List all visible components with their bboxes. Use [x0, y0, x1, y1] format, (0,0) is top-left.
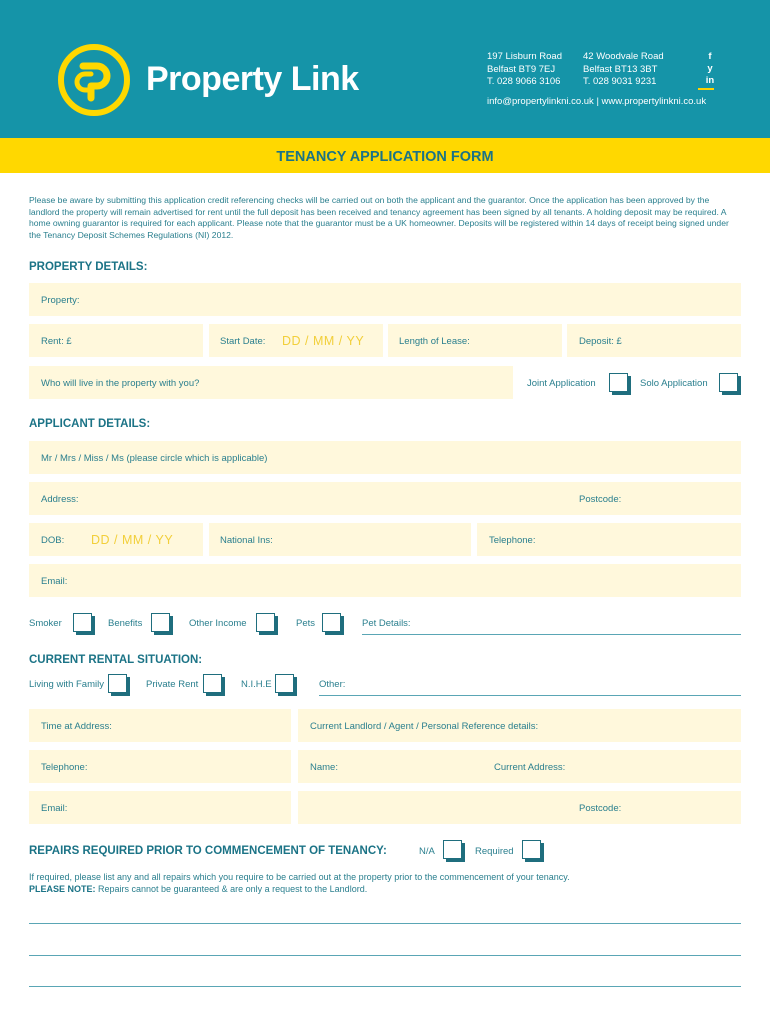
rental-telephone-label: Telephone: — [41, 762, 88, 773]
joint-application-checkbox[interactable] — [609, 373, 628, 392]
intro-paragraph: Please be aware by submitting this application credit referencing checks will be carried out on both the applicant and the guarantor. Once the application has been approved by the landlord the property will remain advertised for rent until the full deposit has been received and tenancy agreement has been signed by all tenants. A holding deposit may be required. A home owning guarantor is required for each applicant. Please note that the guarantor must be a UK homeowner. Deposits will be registered within 14 days of receipt being signed under the Tenancy Deposit Schemes Regulations (NI) 2012. — [29, 195, 729, 240]
form-title: TENANCY APPLICATION FORM — [276, 149, 494, 165]
smoker-checkbox[interactable] — [73, 613, 92, 632]
benefits-checkbox[interactable] — [151, 613, 170, 632]
email-label: Email: — [41, 576, 68, 587]
address-label: Address: — [41, 494, 79, 505]
please-note-label: PLEASE NOTE: — [29, 883, 96, 894]
repairs-line-3[interactable] — [29, 986, 741, 987]
social-underline — [698, 88, 714, 90]
start-date-placeholder: DD / MM / YY — [282, 334, 365, 348]
repairs-na-label: N/A — [419, 846, 435, 857]
rental-email-field[interactable] — [29, 791, 291, 824]
lease-length-label: Length of Lease: — [399, 336, 470, 347]
dob-placeholder: DD / MM / YY — [91, 533, 174, 547]
other-line[interactable] — [319, 695, 741, 696]
nihe-label: N.I.H.E — [241, 679, 272, 690]
joint-application-label: Joint Application — [527, 378, 596, 389]
repairs-required-label: Required — [475, 846, 514, 857]
property-link-logo-icon — [55, 44, 133, 116]
national-insurance-label: National Ins: — [220, 535, 273, 546]
rental-email-label: Email: — [41, 803, 68, 814]
private-rent-checkbox[interactable] — [203, 674, 222, 693]
repairs-heading: REPAIRS REQUIRED PRIOR TO COMMENCEMENT OF TENANCY: — [29, 845, 387, 857]
smoker-label: Smoker — [29, 618, 62, 629]
postcode-label: Postcode: — [579, 494, 622, 505]
living-with-family-label: Living with Family — [29, 679, 104, 690]
please-note-text: Repairs cannot be guaranteed & are only a request to the Landlord. — [95, 883, 368, 894]
telephone-label: Telephone: — [489, 535, 536, 546]
repairs-required-checkbox[interactable] — [522, 840, 541, 859]
private-rent-label: Private Rent — [146, 679, 199, 690]
other-label: Other: — [319, 679, 346, 690]
repairs-note — [29, 872, 741, 895]
rental-postcode-label: Postcode: — [579, 803, 622, 814]
dob-label: DOB: — [41, 535, 65, 546]
living-with-family-checkbox[interactable] — [108, 674, 127, 693]
brand-name: Property Link — [146, 60, 359, 98]
benefits-label: Benefits — [108, 618, 143, 629]
property-details-heading: PROPERTY DETAILS: — [29, 261, 148, 273]
repairs-na-checkbox[interactable] — [443, 840, 462, 859]
name-label: Name: — [310, 762, 338, 773]
nihe-checkbox[interactable] — [275, 674, 294, 693]
title-label: Mr / Mrs / Miss / Ms (please circle which is applicable) — [41, 453, 268, 464]
social-links — [700, 51, 720, 87]
rental-situation-heading: CURRENT RENTAL SITUATION: — [29, 654, 203, 666]
contact-line[interactable]: info@propertylinkni.co.uk | www.propertylinkni.co.uk — [487, 96, 707, 107]
pets-label: Pets — [296, 618, 316, 629]
time-at-address-label: Time at Address: — [41, 721, 112, 732]
property-field[interactable] — [29, 283, 741, 316]
applicant-details-heading: APPLICANT DETAILS: — [29, 418, 151, 430]
rent-label: Rent: £ — [41, 336, 72, 347]
pets-checkbox[interactable] — [322, 613, 341, 632]
other-income-label: Other Income — [189, 618, 247, 629]
linkedin-icon[interactable]: in — [705, 75, 715, 86]
email-field[interactable] — [29, 564, 741, 597]
twitter-icon[interactable]: y — [707, 63, 713, 74]
occupants-label: Who will live in the property with you? — [41, 378, 200, 389]
repairs-note-text: If required, please list any and all repairs which you require to be carried out at the property prior to the commencement of your tenancy. — [29, 872, 570, 882]
repairs-line-2[interactable] — [29, 955, 741, 956]
office-address-woodvale: 42 Woodvale Road Belfast BT13 3BT T. 028 9031 9231 — [583, 51, 664, 87]
property-label: Property: — [41, 295, 80, 306]
current-address-label: Current Address: — [494, 762, 566, 773]
other-income-checkbox[interactable] — [256, 613, 275, 632]
pet-details-label: Pet Details: — [362, 618, 411, 629]
rental-postcode-field[interactable] — [298, 791, 741, 824]
solo-application-checkbox[interactable] — [719, 373, 738, 392]
deposit-label: Deposit: £ — [579, 336, 622, 347]
pet-details-line[interactable] — [362, 634, 741, 635]
landlord-details-label: Current Landlord / Agent / Personal Reference details: — [310, 721, 539, 732]
repairs-disclaimer — [29, 884, 741, 896]
repairs-line-1[interactable] — [29, 923, 741, 924]
facebook-icon[interactable]: f — [708, 51, 712, 62]
office-address-lisburn: 197 Lisburn Road Belfast BT9 7EJ T. 028 9066 3106 — [487, 51, 562, 87]
solo-application-label: Solo Application — [640, 378, 708, 389]
start-date-label: Start Date: — [220, 336, 266, 347]
address-field[interactable] — [29, 482, 741, 515]
